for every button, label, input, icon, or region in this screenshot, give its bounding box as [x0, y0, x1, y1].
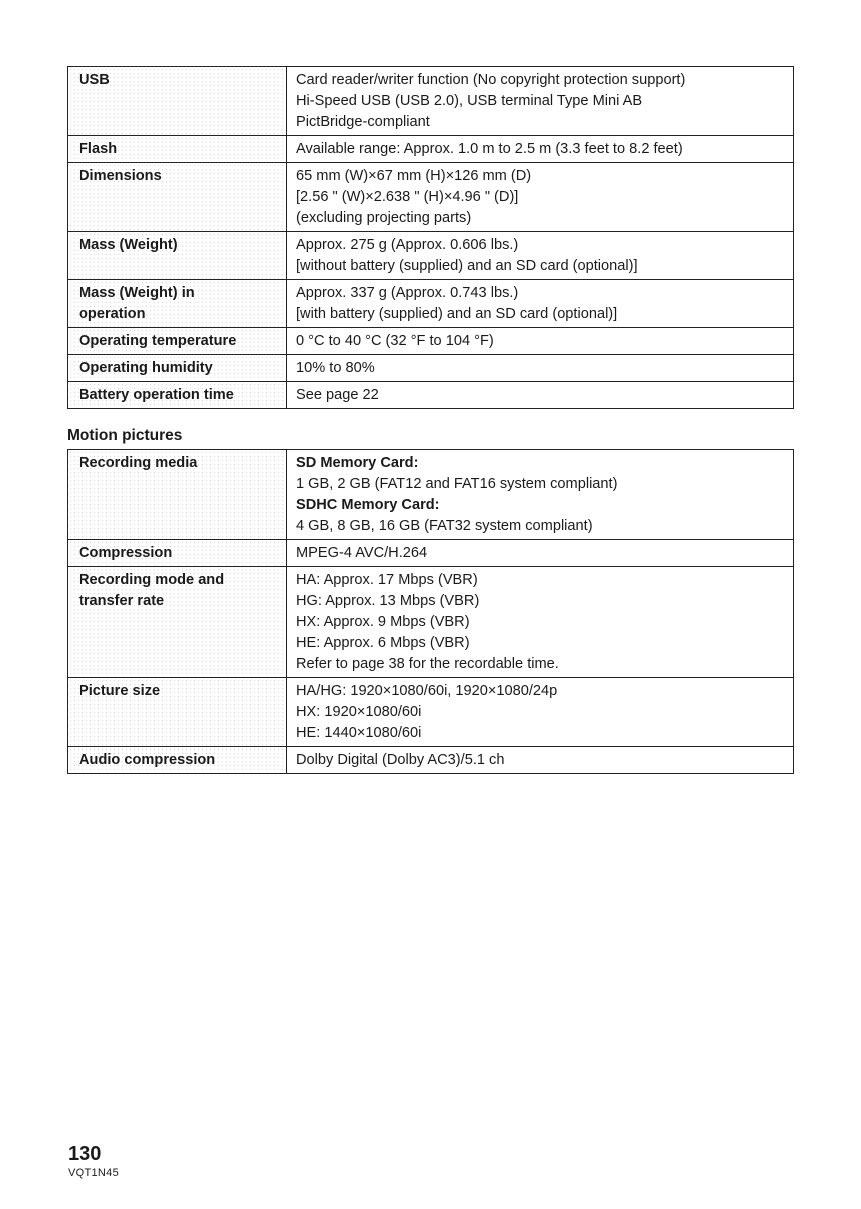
spec-row — [68, 232, 794, 280]
spec-label: Flash — [79, 141, 118, 157]
spec-label-cell — [68, 136, 287, 163]
document-code: VQT1N45 — [68, 1167, 120, 1179]
section-title-motion-pictures: Motion pictures — [67, 427, 183, 444]
spec-value-cell — [287, 450, 794, 540]
motion-picture-spec-table — [67, 449, 794, 774]
spec-value-cell — [287, 136, 794, 163]
spec-value-line: [2.56 " (W)×2.638 " (H)×4.96 " (D)] — [296, 189, 519, 205]
spec-label: Compression — [79, 545, 173, 561]
spec-value-line: [with battery (supplied) and an SD card (optional)] — [296, 306, 618, 322]
spec-label-cell — [68, 567, 287, 678]
spec-value-line: HX: 1920×1080/60i — [296, 704, 422, 720]
spec-label: Operating temperature — [79, 333, 237, 349]
spec-value-cell — [287, 67, 794, 136]
spec-value-line: HG: Approx. 13 Mbps (VBR) — [296, 593, 480, 609]
spec-label-cell — [68, 67, 287, 136]
spec-label: Audio compression — [79, 752, 216, 768]
spec-label-cell — [68, 355, 287, 382]
spec-row — [68, 382, 794, 409]
spec-row — [68, 280, 794, 328]
spec-row — [68, 67, 794, 136]
spec-value-line: Available range: Approx. 1.0 m to 2.5 m (3.3 feet to 8.2 feet) — [296, 141, 683, 157]
spec-value-line: 10% to 80% — [296, 360, 375, 376]
spec-value-cell — [287, 163, 794, 232]
spec-value-line: HX: Approx. 9 Mbps (VBR) — [296, 614, 470, 630]
spec-value-line: Approx. 275 g (Approx. 0.606 lbs.) — [296, 237, 519, 253]
spec-label-cell — [68, 450, 287, 540]
spec-value-line: 1 GB, 2 GB (FAT12 and FAT16 system compliant) — [296, 476, 618, 492]
spec-value-cell — [287, 280, 794, 328]
page-number: 130 — [68, 1143, 102, 1165]
spec-value-cell — [287, 382, 794, 409]
spec-value-line: Refer to page 38 for the recordable time. — [296, 656, 559, 672]
spec-value-line: PictBridge-compliant — [296, 114, 430, 130]
spec-label: Operating humidity — [79, 360, 213, 376]
spec-label-cell — [68, 163, 287, 232]
spec-value-line: [without battery (supplied) and an SD card (optional)] — [296, 258, 638, 274]
spec-row — [68, 355, 794, 382]
spec-value-line: See page 22 — [296, 387, 379, 403]
spec-label-cell — [68, 678, 287, 747]
spec-label: Recording mode and — [79, 572, 225, 588]
spec-label: Picture size — [79, 683, 161, 699]
spec-label: USB — [79, 72, 110, 88]
general-spec-rows — [68, 67, 794, 409]
spec-value-heading: SD Memory Card: — [296, 455, 419, 471]
spec-value-heading: SDHC Memory Card: — [296, 497, 440, 513]
spec-value-line: Approx. 337 g (Approx. 0.743 lbs.) — [296, 285, 519, 301]
general-spec-table — [67, 66, 794, 409]
spec-row — [68, 747, 794, 774]
spec-label-cell — [68, 540, 287, 567]
spec-label: Battery operation time — [79, 387, 234, 403]
spec-label: operation — [79, 306, 146, 322]
spec-label: Dimensions — [79, 168, 162, 184]
spec-label-cell — [68, 328, 287, 355]
spec-value-line: (excluding projecting parts) — [296, 210, 472, 226]
spec-row — [68, 678, 794, 747]
spec-row — [68, 163, 794, 232]
spec-value-cell — [287, 232, 794, 280]
spec-row — [68, 450, 794, 540]
spec-label: Recording media — [79, 455, 198, 471]
spec-value-cell — [287, 678, 794, 747]
spec-value-line: 0 °C to 40 °C (32 °F to 104 °F) — [296, 333, 494, 349]
spec-value-line: HE: Approx. 6 Mbps (VBR) — [296, 635, 470, 651]
spec-value-cell — [287, 747, 794, 774]
spec-value-line: Card reader/writer function (No copyright protection support) — [296, 72, 686, 88]
spec-label-cell — [68, 747, 287, 774]
spec-label-cell — [68, 232, 287, 280]
spec-label-cell — [68, 382, 287, 409]
spec-value-line: HA/HG: 1920×1080/60i, 1920×1080/24p — [296, 683, 558, 699]
spec-label: Mass (Weight) — [79, 237, 178, 253]
spec-value-line: 65 mm (W)×67 mm (H)×126 mm (D) — [296, 168, 532, 184]
spec-value-line: Dolby Digital (Dolby AC3)/5.1 ch — [296, 752, 505, 768]
spec-value-line: MPEG-4 AVC/H.264 — [296, 545, 428, 561]
spec-value-line: Hi-Speed USB (USB 2.0), USB terminal Type Mini AB — [296, 93, 643, 109]
spec-row — [68, 328, 794, 355]
spec-value-cell — [287, 567, 794, 678]
spec-value-line: HA: Approx. 17 Mbps (VBR) — [296, 572, 478, 588]
spec-value-line: HE: 1440×1080/60i — [296, 725, 422, 741]
spec-value-cell — [287, 328, 794, 355]
spec-label: Mass (Weight) in — [79, 285, 195, 301]
spec-row — [68, 136, 794, 163]
spec-value-cell — [287, 540, 794, 567]
motion-picture-spec-rows — [68, 450, 794, 774]
spec-value-cell — [287, 355, 794, 382]
spec-row — [68, 567, 794, 678]
spec-value-line: 4 GB, 8 GB, 16 GB (FAT32 system compliant) — [296, 518, 593, 534]
spec-label: transfer rate — [79, 593, 165, 609]
spec-label-cell — [68, 280, 287, 328]
spec-row — [68, 540, 794, 567]
